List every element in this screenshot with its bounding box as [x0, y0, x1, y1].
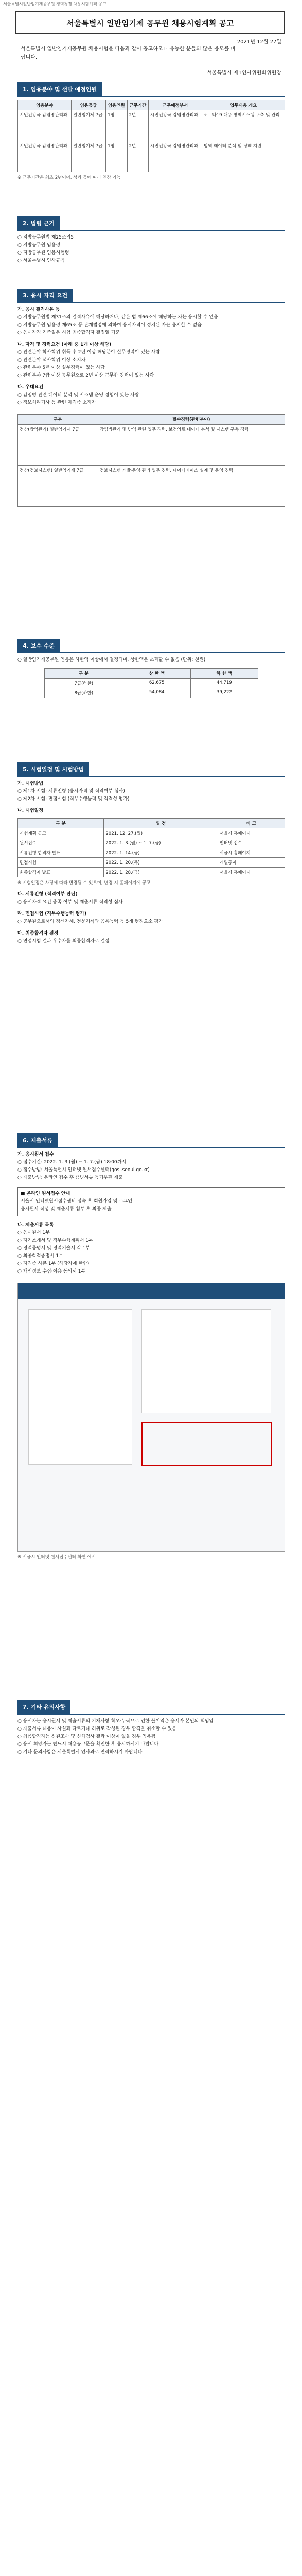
qualification-item: ○ 감염병 관련 데이터 분석 및 시스템 운영 경험이 있는 사람 — [17, 393, 139, 398]
table-header: 구분 — [18, 415, 98, 425]
section-3-title: 3. 응시 자격 요건 — [17, 289, 73, 302]
qualification-item: ○ 관련분야 학사학위 취득 후 2년 이상 해당분야 실무경력이 있는 사람 — [17, 350, 160, 355]
table-row — [45, 688, 258, 698]
document-item: ○ 개인정보 수집·이용 동의서 1부 — [17, 1269, 86, 1274]
table-row — [18, 858, 285, 868]
exam-item: ○ 면접시험 결과 우수자를 최종합격자로 결정 — [17, 939, 110, 944]
table-header: 임용인원 — [106, 100, 127, 110]
table-cell: 원서접수 — [18, 838, 104, 848]
table-cell: 2021. 12. 27.(월) — [104, 828, 218, 838]
law-item: ○ 지방공무원 임용령 — [17, 243, 61, 248]
table-cell: 39,222 — [190, 688, 258, 698]
table-footnote: ※ 근무기간은 최초 2년이며, 성과 등에 따라 연장 가능 — [17, 175, 121, 180]
screenshot-panel — [141, 1309, 271, 1413]
table-cell: 전산(방역관리) 일반임기제 7급 — [18, 425, 98, 466]
notice-item: ○ 응시자는 응시원서 및 제출서류의 기재사항 착오·누락으로 인한 불이익은 응시자 본인의 책임임 — [17, 1719, 214, 1724]
screenshot-highlight — [141, 1422, 272, 1466]
section-4-title: 4. 보수 수준 — [17, 639, 60, 652]
table-cell: 코로나19 대응 방역시스템 구축 및 관리 — [202, 110, 285, 141]
top-note: 서울특별시일반임기제공무원 경력경쟁 채용시험계획 공고 — [0, 0, 302, 7]
document-item: ○ 자기소개서 및 직무수행계획서 1부 — [17, 1238, 93, 1243]
table-cell: 정보시스템 개발·운영·관리 업무 경력, 데이터베이스 설계 및 운영 경력 — [98, 466, 285, 507]
exam-item: ○ 제2차 시험: 면접시험 (직무수행능력 및 적격성 평가) — [17, 796, 130, 802]
table-row — [18, 141, 285, 172]
table-row — [18, 110, 285, 141]
table-cell: 2022. 1. 20.(목) — [104, 858, 218, 868]
table-cell: 인터넷 접수 — [218, 838, 285, 848]
table-cell: 62,675 — [123, 679, 190, 688]
qualification-item: ○ 관련분야 5년 이상 실무경력이 있는 사람 — [17, 365, 105, 370]
document-item: ○ 접수방법: 서울특별시 인터넷 원서접수센터(gosi.seoul.go.kr) — [17, 1167, 150, 1173]
schedule-table — [17, 818, 285, 877]
table-cell: 1명 — [106, 141, 127, 172]
table-cell: 44,719 — [190, 679, 258, 688]
table-cell: 서울시 홈페이지 — [218, 848, 285, 858]
table-cell: 시험계획 공고 — [18, 828, 104, 838]
table-header: 비 고 — [218, 819, 285, 828]
intro-text: 서울특별시 일반임기제공무원 채용시험을 다음과 같이 공고하오니 유능한 분들의 많은 응모를 바랍니다. — [21, 46, 236, 60]
qualification-item: ○ 관련분야 7급 이상 공무원으로 2년 이상 근무한 경력이 있는 사람 — [17, 373, 154, 378]
notice-item: ○ 제출서류 내용이 사실과 다르거나 허위로 작성된 경우 합격을 취소할 수 있음 — [17, 1726, 176, 1732]
table-cell: 7급(하한) — [45, 679, 123, 688]
qualification-item: 다. 우대요건 — [17, 385, 44, 390]
document-item: 나. 제출서류 목록 — [17, 1223, 54, 1228]
table-cell: 2년 — [127, 110, 148, 141]
document-item: ○ 응시원서 1부 — [17, 1230, 50, 1235]
exam-item: ○ 제1차 시험: 서류전형 (응시자격 및 적격여부 심사) — [17, 789, 125, 794]
table-cell: 전산(정보시스템) 일반임기제 7급 — [18, 466, 98, 507]
table-row — [18, 848, 285, 858]
screenshot-panel — [28, 1309, 132, 1465]
qualification-item: 가. 응시 결격사유 등 — [17, 307, 60, 312]
table-row — [18, 425, 285, 466]
issuing-org: 서울특별시 제1인사위원회위원장 — [207, 70, 281, 76]
section-2-title: 2. 법령 근거 — [17, 216, 60, 230]
positions-table — [17, 100, 285, 172]
document-item: ○ 자격증 사본 1부 (해당자에 한함) — [17, 1261, 90, 1266]
law-item: ○ 지방공무원 임용시험령 — [17, 250, 69, 256]
table-cell: 시민건강국 감염병관리과 — [149, 141, 202, 172]
law-item: ○ 지방공무원법 제25조의5 — [17, 235, 74, 240]
table-header: 구 분 — [18, 819, 104, 828]
section-5 — [17, 762, 285, 945]
table-cell: 서울시 홈페이지 — [218, 828, 285, 838]
section-5-title: 5. 시험일정 및 시험방법 — [17, 762, 89, 776]
career-table — [17, 414, 285, 507]
table-cell: 1명 — [106, 110, 127, 141]
table-cell: 방역 데이터 분석 및 정책 지원 — [202, 141, 285, 172]
section-2 — [17, 216, 285, 265]
qualification-item: ○ 지방공무원 임용령 제65조 등 관계법령에 의하여 응시자격이 정지된 자는 응시할 수 없음 — [17, 323, 202, 328]
screenshot-caption: ※ 서울시 인터넷 원서접수센터 화면 예시 — [17, 1555, 96, 1560]
qualification-item: ○ 지방공무원법 제31조의 결격사유에 해당하거나, 같은 법 제66조에 해당하는 자는 응시할 수 없음 — [17, 315, 218, 320]
table-cell: 최종합격자 발표 — [18, 868, 104, 877]
salary-text: ○ 일반임기제공무원 연봉은 하한액 이상에서 결정되며, 상한액은 초과할 수 없음 (단위: 천원) — [17, 657, 206, 663]
table-cell: 서류전형 합격자 발표 — [18, 848, 104, 858]
document-item: ○ 제출방법: 온라인 접수 후 증빙서류 등기우편 제출 — [17, 1175, 123, 1180]
document-item: ○ 최종학력증명서 1부 — [17, 1253, 63, 1259]
exam-item: 마. 최종합격자 결정 — [17, 931, 59, 936]
section-1 — [17, 82, 285, 180]
table-row — [18, 466, 285, 507]
table-cell: 시민건강국 감염병관리과 — [18, 110, 72, 141]
table-cell: 2년 — [127, 141, 148, 172]
online-apply-box — [17, 1187, 285, 1216]
law-item: ○ 서울특별시 인사규칙 — [17, 258, 65, 263]
section-7-title: 7. 기타 유의사항 — [17, 1700, 70, 1714]
notice-item: ○ 기타 문의사항은 서울특별시 인사과로 연락하시기 바랍니다 — [17, 1750, 143, 1755]
table-cell: 8급(하한) — [45, 688, 123, 698]
table-header: 근무기간 — [127, 100, 148, 110]
table-cell: 2022. 1. 3.(월) ~ 1. 7.(금) — [104, 838, 218, 848]
table-row — [18, 828, 285, 838]
exam-item: ○ 공무원으로서의 정신자세, 전문지식과 응용능력 등 5개 평정요소 평가 — [17, 919, 163, 924]
qualification-item: ○ 정보처리기사 등 관련 자격증 소지자 — [17, 400, 96, 405]
table-header: 근무예정부서 — [149, 100, 202, 110]
table-row — [45, 679, 258, 688]
table-cell: 2022. 1. 14.(금) — [104, 848, 218, 858]
website-screenshot — [17, 1283, 285, 1552]
table-header: 하 한 액 — [190, 669, 258, 679]
exam-item: ○ 응시자격 요건 충족 여부 및 제출서류 적격성 심사 — [17, 900, 123, 905]
table-cell: 개별통지 — [218, 858, 285, 868]
document-item: 가. 응시원서 접수 — [17, 1152, 54, 1157]
table-header: 임용등급 — [72, 100, 106, 110]
table-header: 필수경력(관련분야) — [98, 415, 285, 425]
document-item: ○ 경력증명서 및 경력기술서 각 1부 — [17, 1246, 90, 1251]
section-6-title: 6. 제출서류 — [17, 1133, 58, 1147]
table-cell: 일반임기제 7급 — [72, 141, 106, 172]
table-cell: 54,084 — [123, 688, 190, 698]
table-cell: 감염병관리 및 방역 관련 업무 경력, 보건의료 데이터 분석 및 시스템 구축 경력 — [98, 425, 285, 466]
table-cell: 일반임기제 7급 — [72, 110, 106, 141]
table-row — [18, 868, 285, 877]
table-cell: 면접시험 — [18, 858, 104, 868]
box-title: ■ 온라인 원서접수 안내 — [21, 1191, 70, 1196]
qualification-item: ○ 관련분야 석사학위 이상 소지자 — [17, 358, 86, 363]
notice-item: ○ 최종합격자는 신원조사 및 신체검사 결과 이상이 없을 경우 임용됨 — [17, 1734, 156, 1739]
box-line: 응시원서 작성 및 제출서류 첨부 후 최종 제출 — [21, 1207, 112, 1212]
notice-item: ○ 응시 희망자는 반드시 채용공고문을 확인한 후 응시하시기 바랍니다 — [17, 1742, 159, 1747]
table-footnote: ※ 시험일정은 사정에 따라 변경될 수 있으며, 변경 시 홈페이지에 공고 — [17, 880, 151, 886]
screenshot-header-bar — [18, 1283, 285, 1299]
exam-item: 나. 시험일정 — [17, 808, 44, 814]
document-item: ○ 접수기간: 2022. 1. 3.(월) ~ 1. 7.(금) 18:00까지 — [17, 1160, 126, 1165]
section-4 — [17, 639, 285, 698]
qualification-item: ○ 응시자격 기준일은 시험 최종합격자 결정일 기준 — [17, 330, 120, 335]
table-header: 업무내용 개요 — [202, 100, 285, 110]
table-cell: 시민건강국 감염병관리과 — [18, 141, 72, 172]
section-7 — [17, 1700, 285, 1756]
page-title: 서울특별시 일반임기제 공무원 채용시험계획 공고 — [15, 11, 285, 34]
table-header: 상 한 액 — [123, 669, 190, 679]
table-header: 임용분야 — [18, 100, 72, 110]
exam-item: 다. 서류전형 (적격여부 판단) — [17, 892, 78, 897]
table-header: 일 정 — [104, 819, 218, 828]
section-3 — [17, 289, 285, 507]
announcement-date: 2021년 12월 27일 — [237, 39, 281, 45]
section-1-title: 1. 임용분야 및 선발 예정인원 — [17, 82, 102, 96]
table-cell: 시민건강국 감염병관리과 — [149, 110, 202, 141]
table-cell: 2022. 1. 28.(금) — [104, 868, 218, 877]
exam-item: 가. 시험방법 — [17, 781, 44, 786]
table-cell: 서울시 홈페이지 — [218, 868, 285, 877]
salary-table — [44, 668, 258, 698]
exam-item: 라. 면접시험 (직무수행능력 평가) — [17, 911, 87, 917]
section-6 — [17, 1133, 285, 1560]
table-header: 구 분 — [45, 669, 123, 679]
qualification-item: 나. 자격 및 경력요건 (아래 중 1개 이상 해당) — [17, 342, 112, 347]
box-line: 서울시 인터넷원서접수센터 접속 후 회원가입 및 로그인 — [21, 1199, 133, 1204]
table-row — [18, 838, 285, 848]
